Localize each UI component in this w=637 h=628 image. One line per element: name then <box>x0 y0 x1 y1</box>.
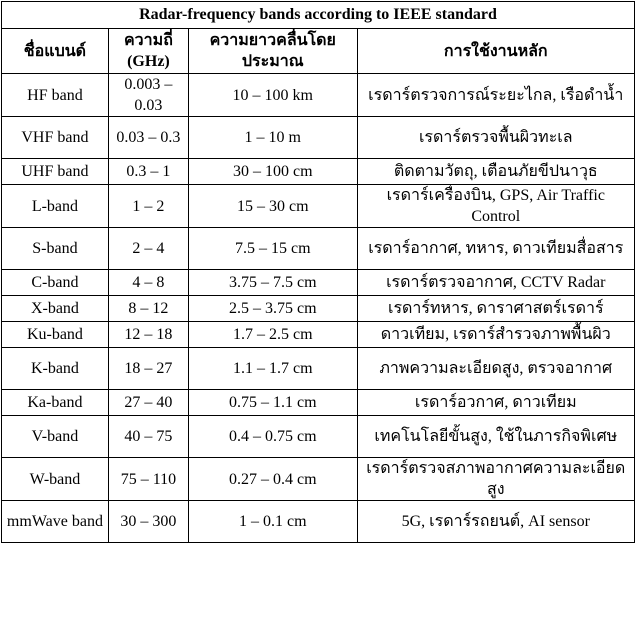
cell-band-name: X-band <box>2 296 109 322</box>
cell-frequency: 8 – 12 <box>108 296 188 322</box>
table-row <box>2 270 635 296</box>
table-row <box>2 74 635 117</box>
cell-frequency: 75 – 110 <box>108 458 188 501</box>
cell-wavelength: 1.1 – 1.7 cm <box>189 348 358 390</box>
cell-band-name: C-band <box>2 270 109 296</box>
table-row <box>2 296 635 322</box>
cell-wavelength: 1 – 0.1 cm <box>189 501 358 543</box>
cell-main-usage: เรดาร์ตรวจอากาศ, CCTV Radar <box>357 270 634 296</box>
cell-frequency: 1 – 2 <box>108 185 188 228</box>
cell-band-name: UHF band <box>2 159 109 185</box>
table-row <box>2 117 635 159</box>
table-container <box>1 1 636 543</box>
header-band-name: ชื่อแบนด์ <box>2 29 109 74</box>
header-frequency: ความถี่ (GHz) <box>108 29 188 74</box>
cell-frequency: 4 – 8 <box>108 270 188 296</box>
table-row <box>2 416 635 458</box>
radar-bands-table <box>1 1 635 543</box>
cell-wavelength: 30 – 100 cm <box>189 159 358 185</box>
cell-band-name: S-band <box>2 228 109 270</box>
cell-main-usage: เรดาร์อากาศ, ทหาร, ดาวเทียมสื่อสาร <box>357 228 634 270</box>
cell-band-name: VHF band <box>2 117 109 159</box>
cell-main-usage: เรดาร์อวกาศ, ดาวเทียม <box>357 390 634 416</box>
table-row <box>2 228 635 270</box>
table-row <box>2 322 635 348</box>
cell-main-usage: ภาพความละเอียดสูง, ตรวจอากาศ <box>357 348 634 390</box>
cell-main-usage: ติดตามวัตถุ, เตือนภัยขีปนาวุธ <box>357 159 634 185</box>
table-title: Radar-frequency bands according to IEEE standard <box>2 2 635 29</box>
cell-main-usage: ดาวเทียม, เรดาร์สำรวจภาพพื้นผิว <box>357 322 634 348</box>
cell-frequency: 0.003 – 0.03 <box>108 74 188 117</box>
cell-wavelength: 0.4 – 0.75 cm <box>189 416 358 458</box>
cell-frequency: 40 – 75 <box>108 416 188 458</box>
table-body <box>2 74 635 543</box>
cell-main-usage: 5G, เรดาร์รถยนต์, AI sensor <box>357 501 634 543</box>
cell-wavelength: 1 – 10 m <box>189 117 358 159</box>
cell-wavelength: 7.5 – 15 cm <box>189 228 358 270</box>
cell-wavelength: 0.27 – 0.4 cm <box>189 458 358 501</box>
table-row <box>2 458 635 501</box>
header-wavelength: ความยาวคลื่นโดยประมาณ <box>189 29 358 74</box>
cell-wavelength: 0.75 – 1.1 cm <box>189 390 358 416</box>
cell-frequency: 0.03 – 0.3 <box>108 117 188 159</box>
cell-frequency: 2 – 4 <box>108 228 188 270</box>
cell-frequency: 18 – 27 <box>108 348 188 390</box>
cell-band-name: mmWave band <box>2 501 109 543</box>
header-row <box>2 29 635 74</box>
cell-wavelength: 3.75 – 7.5 cm <box>189 270 358 296</box>
cell-main-usage: เรดาร์ตรวจสภาพอากาศความละเอียดสูง <box>357 458 634 501</box>
cell-band-name: Ka-band <box>2 390 109 416</box>
table-row <box>2 501 635 543</box>
cell-wavelength: 15 – 30 cm <box>189 185 358 228</box>
cell-main-usage: เรดาร์ตรวจการณ์ระยะไกล, เรือดำน้ำ <box>357 74 634 117</box>
cell-band-name: L-band <box>2 185 109 228</box>
table-row <box>2 159 635 185</box>
cell-frequency: 30 – 300 <box>108 501 188 543</box>
cell-frequency: 27 – 40 <box>108 390 188 416</box>
cell-main-usage: เรดาร์ทหาร, ดาราศาสตร์เรดาร์ <box>357 296 634 322</box>
table-row <box>2 390 635 416</box>
table-row <box>2 348 635 390</box>
cell-band-name: V-band <box>2 416 109 458</box>
cell-band-name: K-band <box>2 348 109 390</box>
cell-band-name: W-band <box>2 458 109 501</box>
cell-wavelength: 10 – 100 km <box>189 74 358 117</box>
cell-main-usage: เรดาร์ตรวจพื้นผิวทะเล <box>357 117 634 159</box>
header-main-usage: การใช้งานหลัก <box>357 29 634 74</box>
cell-main-usage: เรดาร์เครื่องบิน, GPS, Air Traffic Control <box>357 185 634 228</box>
cell-wavelength: 1.7 – 2.5 cm <box>189 322 358 348</box>
cell-frequency: 0.3 – 1 <box>108 159 188 185</box>
cell-frequency: 12 – 18 <box>108 322 188 348</box>
table-row <box>2 185 635 228</box>
cell-band-name: Ku-band <box>2 322 109 348</box>
cell-band-name: HF band <box>2 74 109 117</box>
cell-wavelength: 2.5 – 3.75 cm <box>189 296 358 322</box>
cell-main-usage: เทคโนโลยีขั้นสูง, ใช้ในภารกิจพิเศษ <box>357 416 634 458</box>
